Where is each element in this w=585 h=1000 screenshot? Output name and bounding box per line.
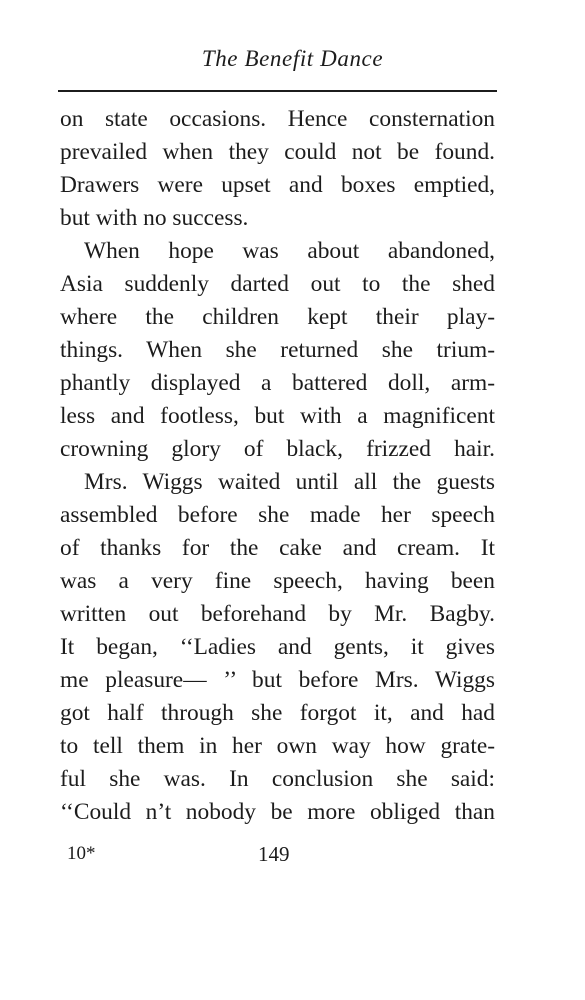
text-line: Asia suddenly darted out to the shed (60, 271, 495, 297)
text-line: where the children kept their play- (60, 304, 495, 330)
signature-mark: 10* (67, 843, 96, 864)
text-line: was a very fine speech, having been (60, 568, 495, 594)
text-line: of thanks for the cake and cream. It (60, 535, 495, 561)
text-line: ful she was. In conclusion she said: (60, 766, 495, 792)
text-line: phantly displayed a battered doll, arm- (60, 370, 495, 396)
text-line: me pleasure— ’’ but before Mrs. Wiggs (60, 667, 495, 693)
text-line: Mrs. Wiggs waited until all the guests (84, 469, 495, 495)
text-line: When hope was about abandoned, (84, 238, 495, 264)
text-line: things. When she returned she trium- (60, 337, 495, 363)
text-line: It began, ‘‘Ladies and gents, it gives (60, 634, 495, 660)
text-line: to tell them in her own way how grate- (60, 733, 495, 759)
text-line: Drawers were upset and boxes emptied, (60, 172, 495, 198)
text-line: assembled before she made her speech (60, 502, 495, 528)
text-line: written out beforehand by Mr. Bagby. (60, 601, 495, 627)
text-line: but with no success. (60, 205, 249, 231)
running-head: The Benefit Dance (201, 46, 384, 71)
text-line: on state occasions. Hence consternation (60, 106, 495, 132)
text-line: less and footless, but with a magnificent (60, 403, 495, 429)
text-line: prevailed when they could not be found. (60, 139, 495, 165)
header-rule (58, 90, 497, 92)
text-line: crowning glory of black, frizzed hair. (60, 436, 495, 462)
text-line: got half through she forgot it, and had (60, 700, 495, 726)
page-number: 149 (258, 842, 290, 866)
text-line: ‘‘Could n’t nobody be more obliged than (60, 799, 495, 825)
body-text (60, 103, 495, 829)
